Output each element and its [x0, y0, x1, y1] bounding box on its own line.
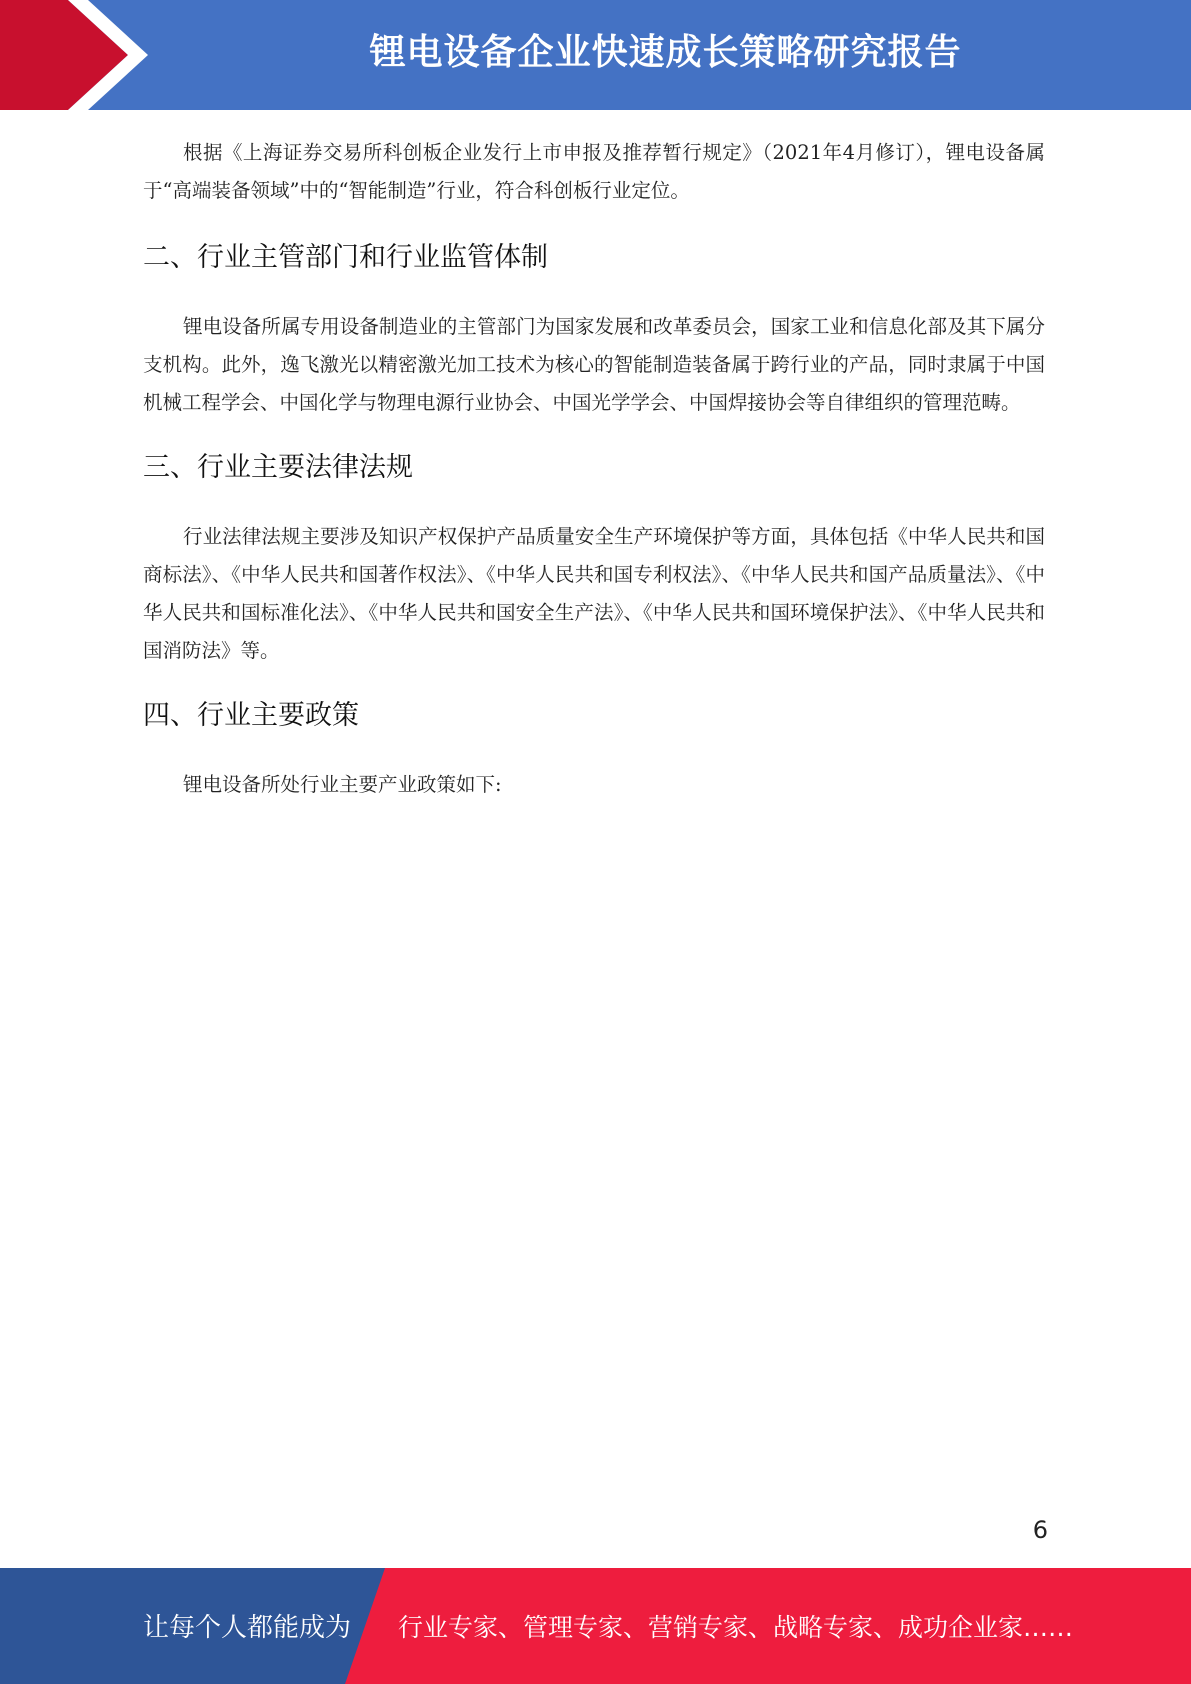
chevron-red-shape	[0, 0, 128, 110]
page-number: 6	[1032, 1516, 1048, 1544]
intro-paragraph: 根据《上海证券交易所科创板企业发行上市申报及推荐暂行规定》（2021年4月修订），锂电设备属于“高端装备领域”中的“智能制造”行业，符合科创板行业定位。	[143, 141, 1045, 202]
header-chevron-decoration	[0, 0, 160, 110]
section-heading-laws: 三、行业主要法律法规	[143, 452, 413, 483]
section-heading-policies: 四、行业主要政策	[143, 700, 359, 731]
section-paragraph-regulators: 锂电设备所属专用设备制造业的主管部门为国家发展和改革委员会，国家工业和信息化部及其下属分支机构。此外，逸飞激光以精密激光加工技术为核心的智能制造装备属于跨行业的产品，同时隶属于中国机械工程学会、中国化学与物理电源行业协会、中国光学学会、中国焊接协会等自律组织的管理范畴。	[143, 315, 1045, 414]
report-title: 锂电设备企业快速成长策略研究报告	[369, 32, 962, 73]
footer-slogan-right: 行业专家、管理专家、营销专家、战略专家、成功企业家……	[398, 1613, 1074, 1642]
page-header	[0, 0, 1191, 110]
section-heading-regulators: 二、行业主管部门和行业监管体制	[143, 242, 548, 273]
section-paragraph-laws: 行业法律法规主要涉及知识产权保护产品质量安全生产环境保护等方面，具体包括《中华人民共和国商标法》、《中华人民共和国著作权法》、《中华人民共和国专利权法》、《中华人民共和国产品质量法》、《中华人民共和国标准化法》、《中华人民共和国安全生产法》、《中华人民共和国环境保护法》、《中华人民共和国消防法》等。	[143, 525, 1045, 662]
footer-slogan-left: 让每个人都能成为	[143, 1613, 352, 1643]
page-footer	[0, 1568, 1191, 1684]
section-paragraph-policies: 锂电设备所处行业主要产业政策如下:	[183, 773, 502, 796]
page-content	[143, 134, 1045, 804]
